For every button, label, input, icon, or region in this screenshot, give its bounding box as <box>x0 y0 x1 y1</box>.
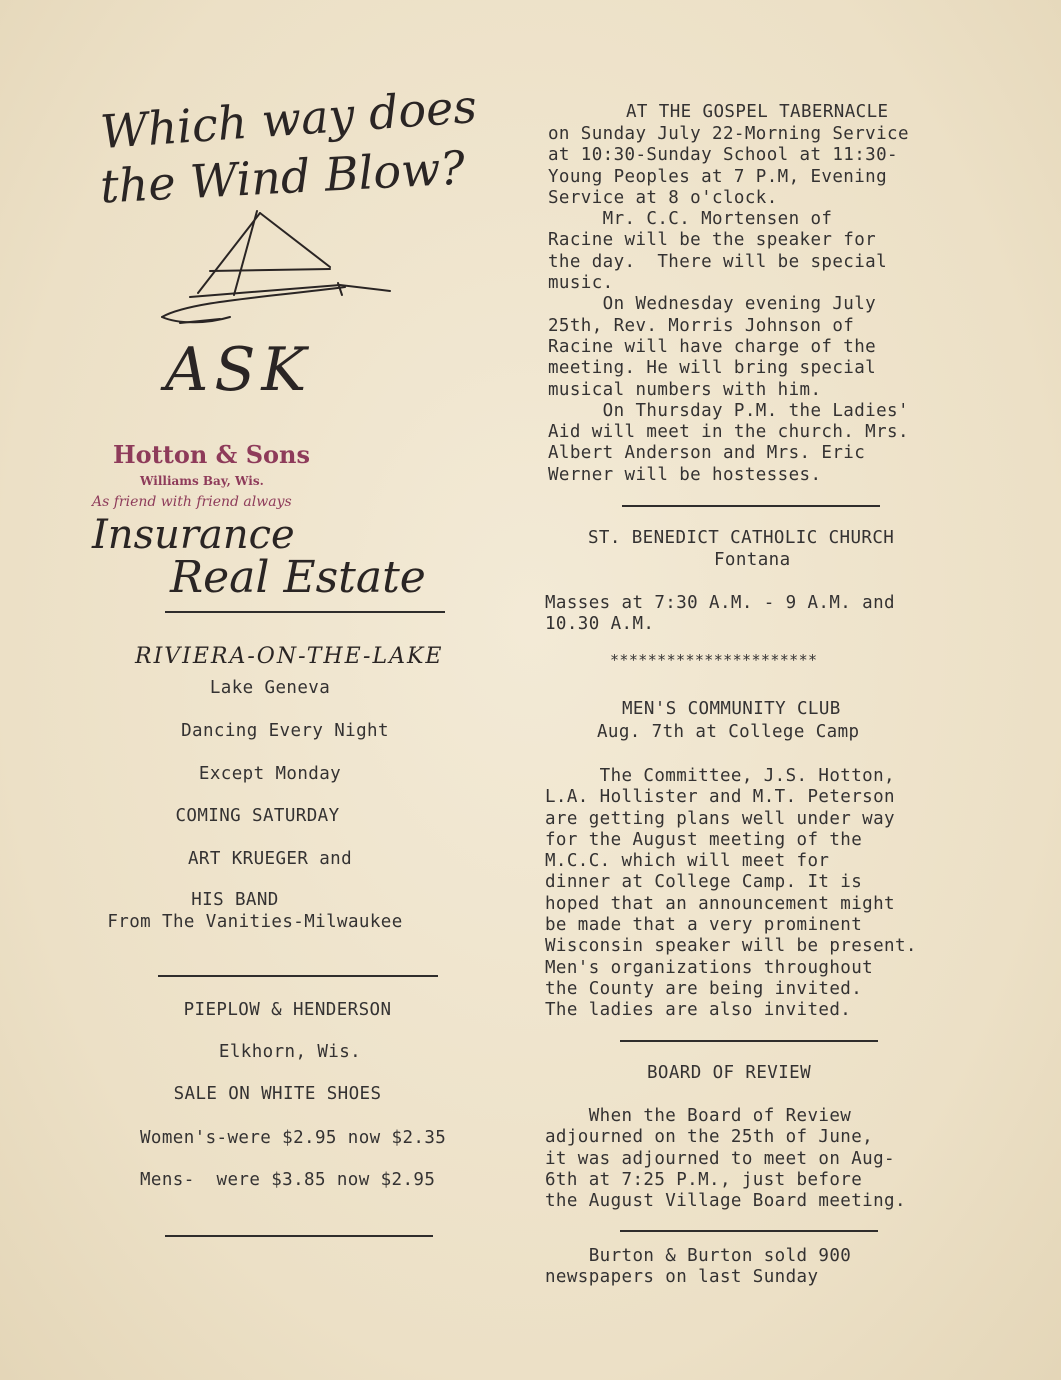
sailboat-drawing <box>150 205 400 335</box>
handwritten-headline-1: Which way does <box>98 78 479 160</box>
mcc-body: The Committee, J.S. Hotton, L.A. Hollister and M.T. Peterson are getting plans well under way for the August meeting of the M.C.C. which will meet for dinner at College Camp. It is hoped that an announcement might be made that a very prominent Wisconsin speaker will be present. Men's organizations throughout the County are being invited. The ladies are also invited. <box>545 766 917 1021</box>
stars-divider: ********************** <box>610 651 818 669</box>
handwritten-real-estate: Real Estate <box>170 552 426 603</box>
divider-left-2 <box>158 975 438 977</box>
mcc-title: MEN'S COMMUNITY CLUB <box>622 699 841 719</box>
divider-right-3 <box>620 1230 878 1232</box>
handwritten-riviera: RIVIERA-ON-THE-LAKE <box>135 644 444 669</box>
sale-on-white-shoes: SALE ON WHITE SHOES <box>173 1084 382 1104</box>
art-krueger: ART KRUEGER and <box>187 849 353 869</box>
masses-text: Masses at 7:30 A.M. - 9 A.M. and 10.30 A.M. <box>545 593 895 635</box>
benedict-place: Fontana <box>714 550 791 570</box>
stamp-company-name: Hotton & Sons <box>113 440 310 469</box>
burton-note: Burton & Burton sold 900 newspapers on last Sunday <box>545 1246 852 1288</box>
divider-left-1 <box>165 611 445 613</box>
pieplow-henderson: PIEPLOW & HENDERSON <box>183 1000 392 1020</box>
handwritten-ask: ASK <box>165 335 313 405</box>
gospel-title: AT THE GOSPEL TABERNACLE <box>626 102 889 122</box>
divider-right-2 <box>620 1040 878 1042</box>
stamp-location: Williams Bay, Wis. <box>140 474 264 488</box>
dancing-every-night: Dancing Every Night <box>181 721 389 741</box>
womens-price: Women's-were $2.95 now $2.35 <box>140 1128 447 1148</box>
handwritten-headline-2: the Wind Blow? <box>98 140 467 214</box>
board-of-review-body: When the Board of Review adjourned on the 25th of June, it was adjourned to meet on Aug- 6th at 7:25 P.M., just before the August Village Board meeting. <box>545 1106 906 1212</box>
mens-price: Mens- were $3.85 now $2.95 <box>140 1170 436 1190</box>
mcc-subtitle: Aug. 7th at College Camp <box>597 722 860 742</box>
elkhorn: Elkhorn, Wis. <box>218 1042 362 1062</box>
divider-right-1 <box>622 505 880 507</box>
except-monday: Except Monday <box>198 764 342 784</box>
coming-saturday: COMING SATURDAY <box>175 806 340 826</box>
his-band: HIS BAND <box>191 890 279 910</box>
lake-geneva: Lake Geneva <box>209 678 331 698</box>
stamp-motto: As friend with friend always <box>92 494 292 510</box>
gospel-body: on Sunday July 22-Morning Service at 10:30-Sunday School at 11:30- Young Peoples at 7 P.M, Evening Service at 8 o'clock. Mr. C.C. Mortensen of Racine will be the speaker for the day. There will be special music. On Wednesday evening July 25th, Rev. Morris Johnson of Racine will have charge of the meeting. He will bring special musical numbers with him. On Thursday P.M. the Ladies' Aid will meet in the church. Mrs. Albert Anderson and Mrs. Eric Werner will be hostesses. <box>548 124 909 485</box>
benedict-title: ST. BENEDICT CATHOLIC CHURCH <box>588 528 895 548</box>
handwritten-insurance: Insurance <box>92 512 295 558</box>
from-the-vanities: From The Vanities-Milwaukee <box>107 912 403 932</box>
divider-left-3 <box>165 1235 433 1237</box>
board-of-review-title: BOARD OF REVIEW <box>647 1063 812 1083</box>
